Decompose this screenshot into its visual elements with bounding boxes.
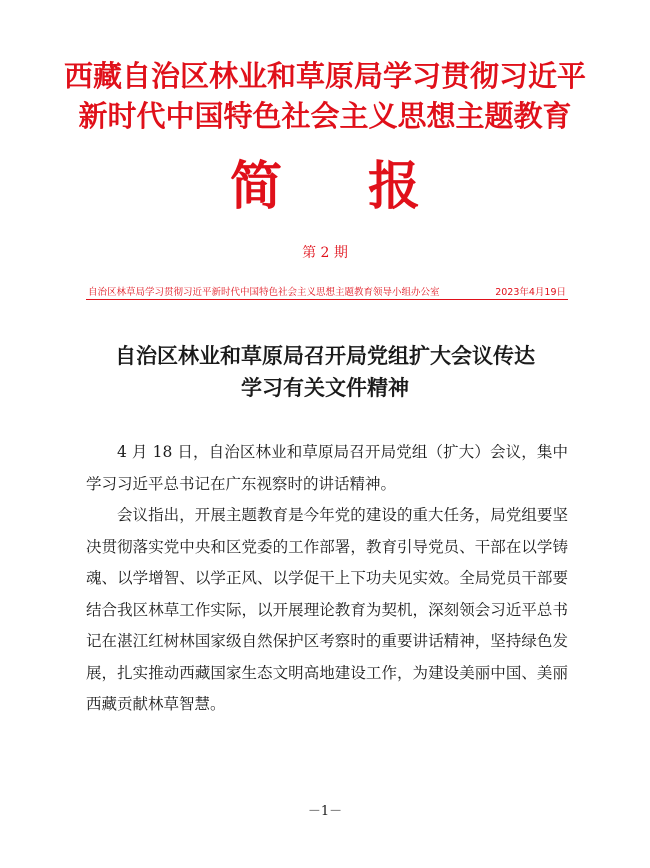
masthead-line-1: 西藏自治区林业和草原局学习贯彻习近平 (63, 59, 586, 93)
masthead-line-2: 新时代中国特色社会主义思想主题教育 (78, 99, 572, 133)
issue-number: 第 2 期 (302, 245, 348, 261)
bulletin-title-char-1: 简 (229, 156, 282, 217)
bulletin-title-char-2: 报 (368, 156, 421, 217)
article-title-line-1: 自治区林业和草原局召开局党组扩大会议传达 (115, 343, 535, 368)
page-number: －1－ (307, 804, 343, 819)
header-divider (86, 299, 568, 300)
issuer-name: 自治区林草局学习贯彻习近平新时代中国特色社会主义思想主题教育领导小组办公室 (88, 287, 440, 298)
issue-date: 2023年4月19日 (495, 287, 566, 298)
bulletin-title (0, 156, 650, 218)
article-body (86, 437, 568, 721)
article-paragraph-2: 会议指出，开展主题教育是今年党的建设的重大任务，局党组要坚决贯彻落实党中央和区党委的工作部署，教育引导党员、干部在以学铸魂、以学增智、以学正风、以学促干上下功夫见实效。全局党员干部要结合我区林草工作实际，以开展理论教育为契机，深刻领会习近平总书记在湛江红树林国家级自然保护区考察时的重要讲话精神，坚持绿色发展，扎实推动西藏国家生态文明高地建设工作，为建设美丽中国、美丽西藏贡献林草智慧。 (86, 506, 568, 713)
article-paragraph-1: 4 月 18 日，自治区林业和草原局召开局党组（扩大）会议，集中学习习近平总书记在广东视察时的讲话精神。 (86, 443, 568, 493)
issuer-date-row (88, 284, 566, 298)
article-title-line-2: 学习有关文件精神 (241, 375, 409, 400)
